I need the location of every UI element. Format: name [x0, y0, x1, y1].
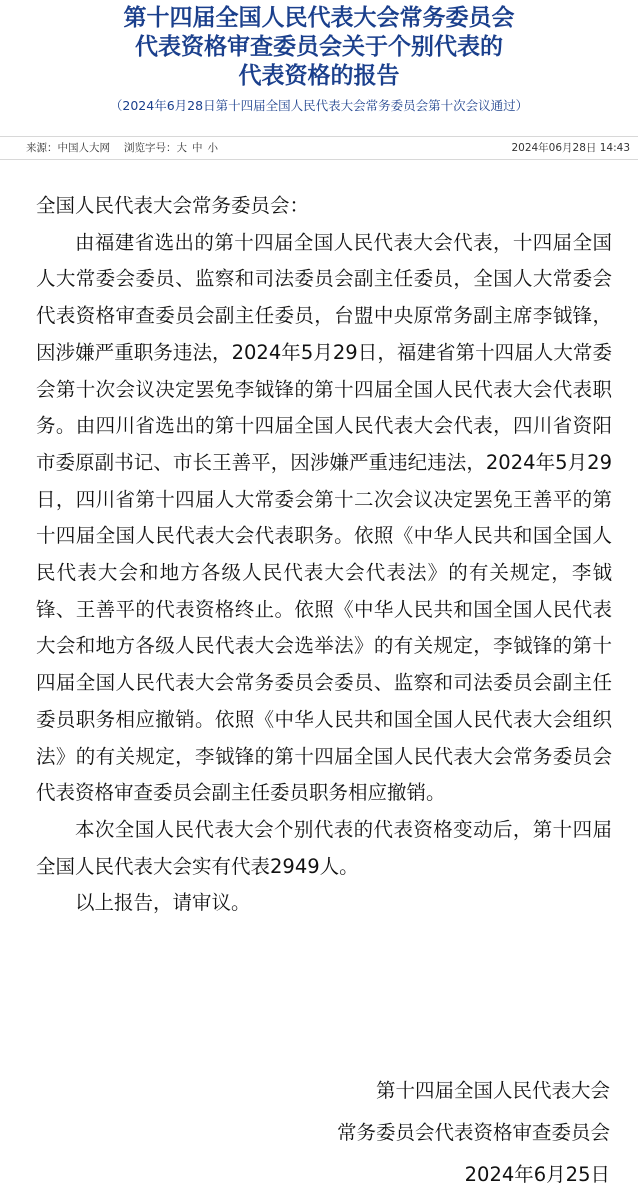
- body-paragraph-2: 本次全国人民代表大会个别代表的代表资格变动后，第十四届全国人民代表大会实有代表2949人。: [36, 817, 612, 878]
- font-size-medium-link[interactable]: 中: [192, 142, 203, 154]
- signature-date: 2024年6月25日: [464, 1163, 610, 1186]
- meta-left: [26, 137, 218, 159]
- font-size-large-link[interactable]: 大: [176, 142, 187, 154]
- signature-block: [337, 1070, 610, 1196]
- report-subtitle: （2024年6月28日第十四届全国人民代表大会常务委员会第十次会议通过）: [109, 98, 529, 113]
- font-size-label: 浏览字号：: [124, 142, 177, 154]
- report-body: [36, 188, 612, 922]
- source-label: 来源：: [26, 142, 58, 154]
- source-value: 中国人大网: [57, 142, 110, 154]
- report-header: [0, 4, 638, 115]
- article-meta-bar: [0, 136, 638, 160]
- signature-line-2: 常务委员会代表资格审查委员会: [336, 1121, 610, 1144]
- report-title-line-3: 代表资格的报告: [238, 63, 400, 89]
- salutation: 全国人民代表大会常务委员会：: [36, 194, 310, 217]
- body-paragraph-1: 由福建省选出的第十四届全国人民代表大会代表，十四届全国人大常委会委员、监察和司法委员会副主任委员，全国人大常委会代表资格审查委员会副主任委员，台盟中央原常务副主席李钺锋，因涉嫌严重职务违法，2024年5月29日，福建省第十四届人大常委会第十次会议决定罢免李钺锋的第十四届全国人民代表大会代表职务。由四川省选出的第十四届全国人民代表大会代表，四川省资阳市委原副书记、市长王善平，因涉嫌严重违纪违法，2024年5月29日，四川省第十四届人大常委会第十二次会议决定罢免王善平的第十四届全国人民代表大会代表职务。依照《中华人民共和国全国人民代表大会和地方各级人民代表大会代表法》的有关规定，李钺锋、王善平的代表资格终止。依照《中华人民共和国全国人民代表大会和地方各级人民代表大会选举法》的有关规定，李钺锋的第十四届全国人民代表大会常务委员会委员、监察和司法委员会副主任委员职务相应撤销。依照《中华人民共和国全国人民代表大会组织法》的有关规定，李钺锋的第十四届全国人民代表大会常务委员会代表资格审查委员会副主任委员职务相应撤销。: [36, 230, 612, 805]
- signature-line-1: 第十四届全国人民代表大会: [375, 1079, 610, 1102]
- publish-datetime: 2024年06月28日 14:43: [511, 142, 630, 154]
- body-paragraph-3: 以上报告，请审议。: [75, 891, 251, 915]
- report-title-line-2: 代表资格审查委员会关于个别代表的: [135, 34, 503, 60]
- font-size-small-link[interactable]: 小: [207, 142, 218, 154]
- report-title-line-1: 第十四届全国人民代表大会常务委员会: [123, 5, 515, 31]
